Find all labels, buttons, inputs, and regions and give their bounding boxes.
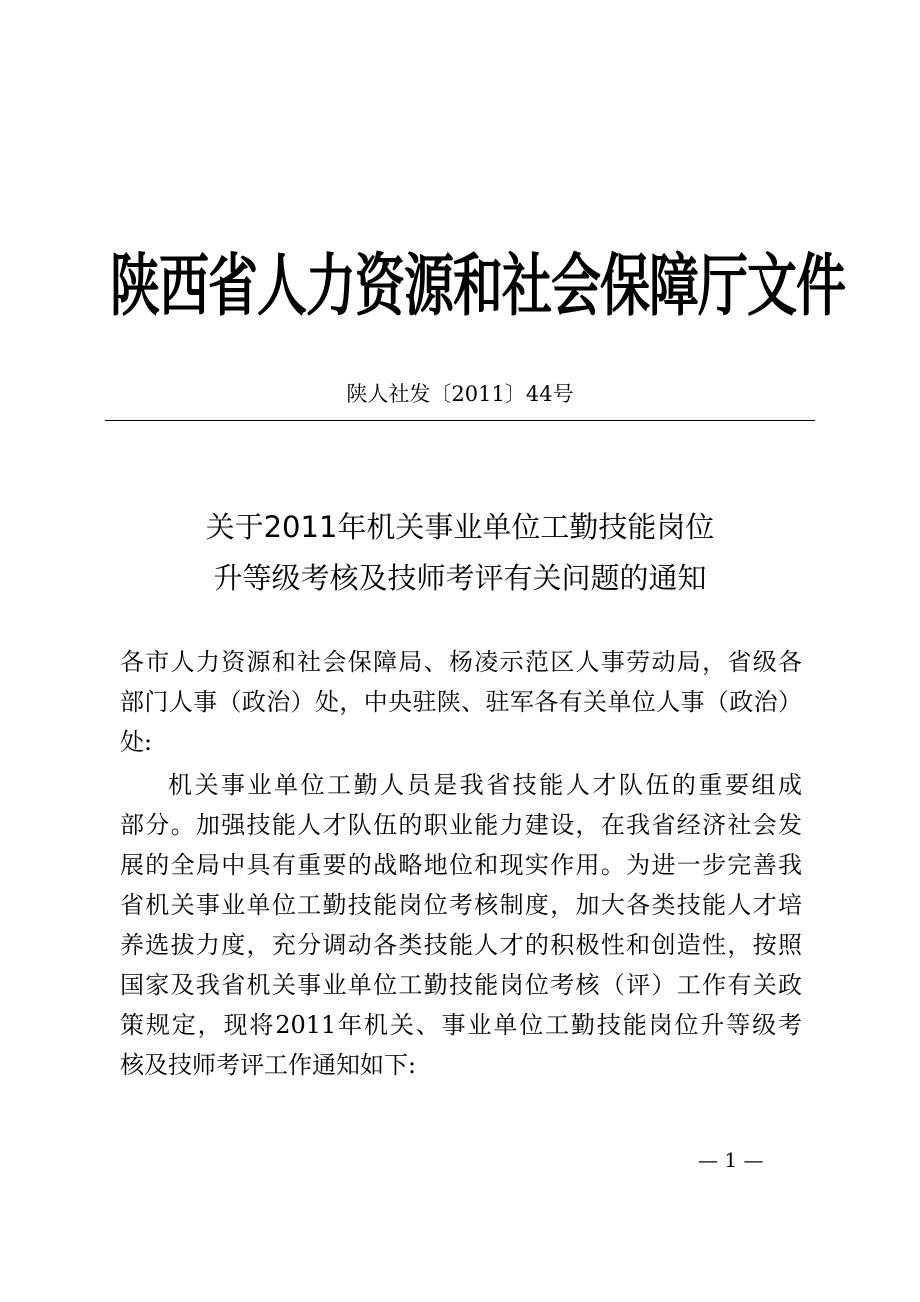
body-line: 展的全局中具有重要的战略地位和现实作用。为进一步完善我	[120, 851, 802, 879]
body-line: 策规定，现将2011年机关、事业单位工勤技能岗位升等级考	[120, 1011, 802, 1039]
body-line: 处:	[120, 728, 153, 756]
notice-title-line-2: 升等级考核及技师考评有关问题的通知	[213, 561, 707, 595]
issuing-authority-title: 陕西省人力资源和社会保障厅文件	[110, 246, 845, 326]
page-number: — 1 —	[698, 1148, 764, 1172]
notice-title-line-1: 关于2011年机关事业单位工勤技能岗位	[205, 510, 715, 544]
body-line: 养选拔力度，充分调动各类技能人才的积极性和创造性，按照	[120, 931, 802, 959]
body-line: 机关事业单位工勤人员是我省技能人才队伍的重要组成	[168, 771, 802, 799]
body-line: 核及技师考评工作通知如下:	[120, 1051, 417, 1079]
body-line: 省机关事业单位工勤技能岗位考核制度，加大各类技能人才培	[120, 891, 802, 919]
body-line: 部分。加强技能人才队伍的职业能力建设，在我省经济社会发	[120, 811, 802, 839]
body-line: 国家及我省机关事业单位工勤技能岗位考核（评）工作有关政	[120, 971, 802, 999]
document-number: 陕人社发〔2011〕44号	[346, 382, 574, 406]
body-line: 部门人事（政治）处，中央驻陕、驻军各有关单位人事（政治）	[120, 688, 802, 716]
header-divider	[105, 420, 815, 421]
body-line: 各市人力资源和社会保障局、杨凌示范区人事劳动局，省级各	[120, 648, 802, 676]
